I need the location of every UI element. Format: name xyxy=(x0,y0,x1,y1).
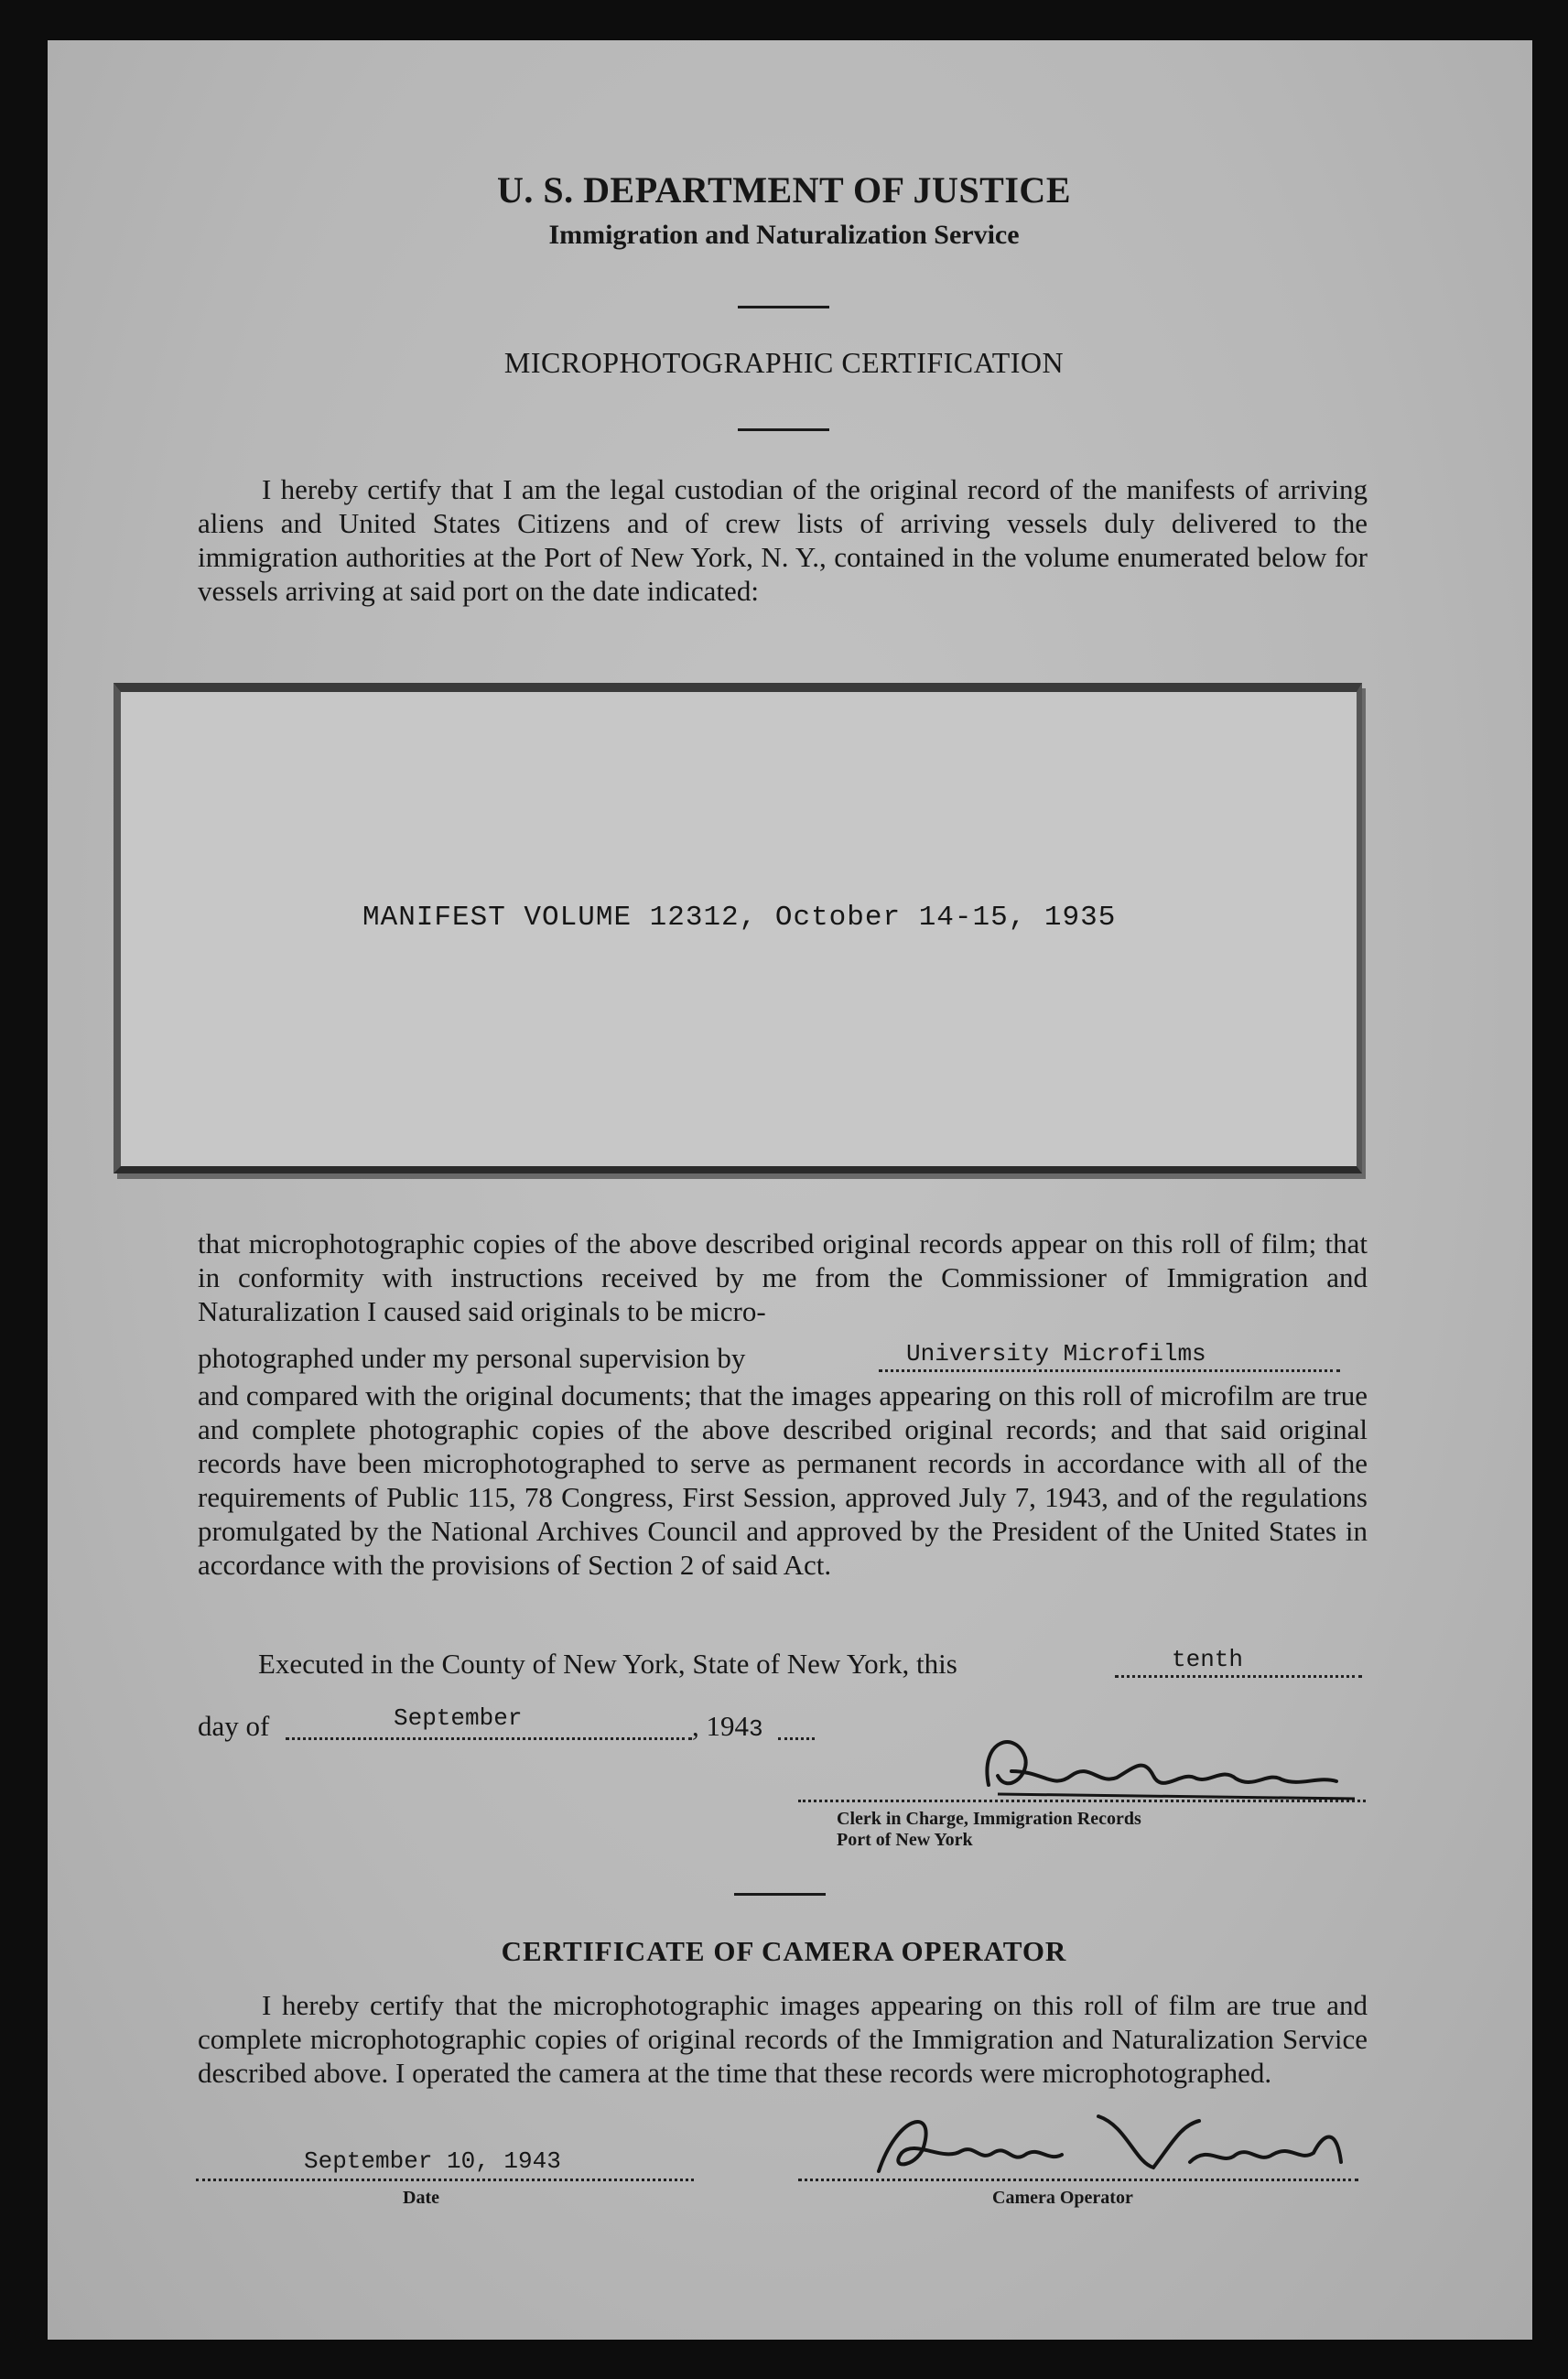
department-title: U. S. DEPARTMENT OF JUSTICE xyxy=(497,169,1071,211)
day-of-label: day of xyxy=(198,1710,270,1742)
execution-day-value: tenth xyxy=(1172,1646,1244,1673)
date-label: Date xyxy=(403,2188,439,2208)
section-divider xyxy=(734,1893,826,1896)
year-digit: 3 xyxy=(749,1715,763,1743)
month-dotted-line xyxy=(286,1737,692,1740)
operator-signature xyxy=(860,2098,1355,2190)
supervision-line xyxy=(198,1342,745,1375)
intro-text: I hereby certify that I am the legal custodian of the original record of the manifests of arriving aliens and United States Citizens and of crew lists of arriving vessels duly delivered to the immigration authorities at the Port of New York, N. Y., contained in the volume enumerated below for vessels arriving at said port on the date indicated: xyxy=(198,473,1368,607)
camera-operator-title: CERTIFICATE OF CAMERA OPERATOR xyxy=(501,1935,1067,1967)
year-prefix: , 194 xyxy=(692,1710,749,1742)
date-value: September 10, 1943 xyxy=(304,2147,561,2175)
execution-day-dotted-line xyxy=(1115,1675,1362,1678)
body-paragraph-continued xyxy=(198,1379,1368,1582)
body-paragraph xyxy=(198,1227,1368,1328)
clerk-title xyxy=(837,1809,1141,1851)
service-subtitle: Immigration and Naturalization Service xyxy=(548,220,1020,250)
clerk-title-line1: Clerk in Charge, Immigration Records xyxy=(837,1809,1141,1829)
supervision-prefix: photographed under my personal supervision by xyxy=(198,1342,746,1374)
date-dotted-line xyxy=(196,2179,694,2181)
header-divider-top xyxy=(738,306,829,308)
intro-paragraph xyxy=(198,472,1368,608)
camera-operator-paragraph xyxy=(198,1988,1368,2090)
execution-line xyxy=(258,1648,957,1681)
clerk-signature xyxy=(961,1721,1364,1812)
operator-label: Camera Operator xyxy=(992,2188,1133,2208)
year-dotted-line xyxy=(778,1737,815,1740)
body-text-part1: that microphotographic copies of the above described original records appear on this roll of film; that in conformity with instructions received by me from the Commissioner of Immigration and Naturalization I caused said originals to be micro- xyxy=(198,1227,1368,1327)
camera-operator-text: I hereby certify that the microphotographic images appearing on this roll of film are true and complete microphotographic copies of original records of the Immigration and Naturalization Service described above. I operated the camera at the time that these records were microphotographed. xyxy=(198,1989,1368,2089)
certification-title: MICROPHOTOGRAPHIC CERTIFICATION xyxy=(503,346,1065,379)
manifest-volume-text: MANIFEST VOLUME 12312, October 14-15, 1935 xyxy=(362,902,1117,934)
supervision-value: University Microfilms xyxy=(906,1340,1206,1368)
header-divider-bottom xyxy=(738,428,829,431)
supervision-dotted-line xyxy=(879,1369,1340,1372)
execution-prefix: Executed in the County of New York, State of New York, this xyxy=(258,1648,957,1680)
body-text-part2: and compared with the original documents; that the images appearing on this roll of microfilm are true and complete photographic copies of the above described original records; and that said original records have been microphotographed to serve as permanent records in accordance with all of the requirements of Public 115, 78 Congress, First Session, approved July 7, 1943, and of the regulations promulgated by the National Archives Council and approved by the President of the United States in accordance with the provisions of Section 2 of said Act. xyxy=(198,1379,1368,1581)
year-line xyxy=(692,1710,763,1743)
clerk-title-line2: Port of New York xyxy=(837,1830,973,1850)
month-value: September xyxy=(394,1704,523,1732)
